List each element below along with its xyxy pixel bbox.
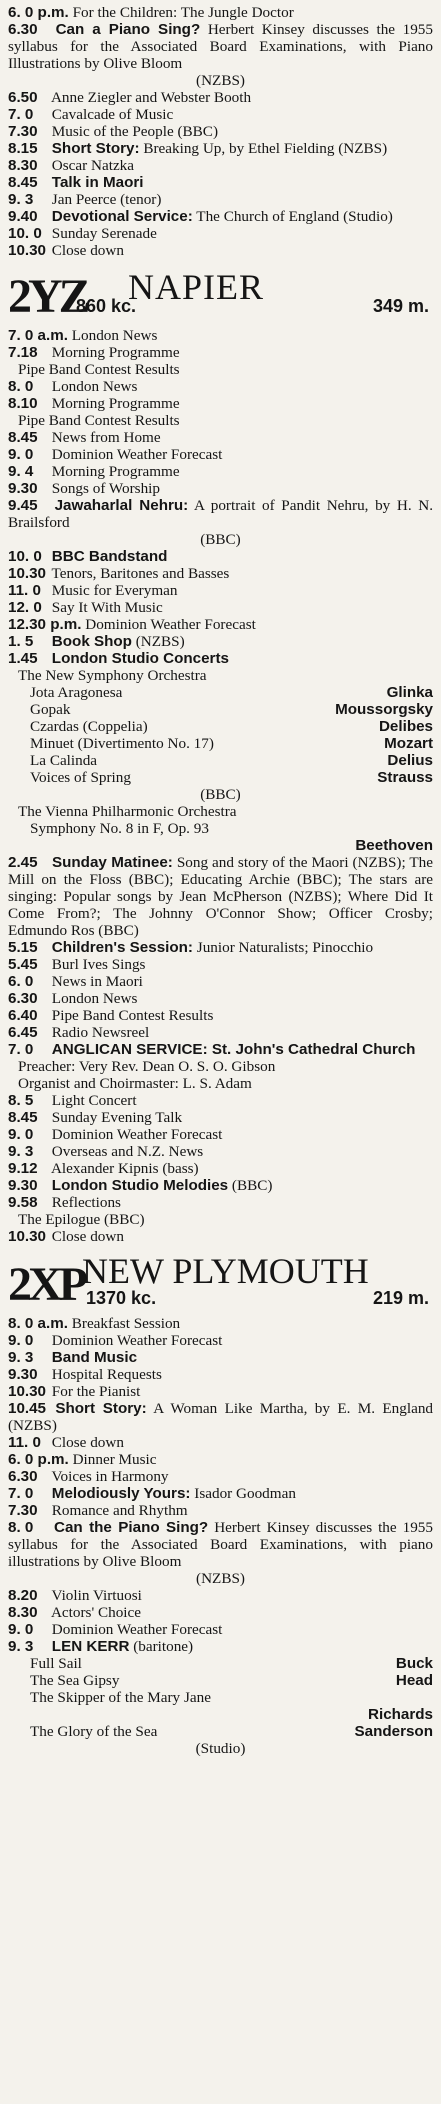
- listing-text: London News: [71, 327, 158, 344]
- listing-text: Cavalcade of Music: [51, 106, 174, 123]
- station-call-sign: 2YZ: [8, 270, 87, 323]
- listing-title: Talk in Maori: [51, 174, 144, 191]
- listing-time: 12.30 p.m.: [8, 616, 82, 633]
- listing-title: Short Story:: [51, 140, 140, 157]
- listing-entry: [8, 633, 433, 650]
- listing-entry: [8, 599, 433, 616]
- listing-text: (NZBS): [135, 633, 185, 650]
- listing-text: Anne Ziegler and Webster Booth: [50, 89, 252, 106]
- napier-listings: [8, 327, 433, 667]
- listing-text: Songs of Worship: [51, 480, 160, 497]
- listing-entry: [8, 1024, 433, 1041]
- listing-entry: [8, 1621, 433, 1638]
- listing-entry: [8, 1126, 433, 1143]
- listing-time: 6.30: [8, 1468, 38, 1485]
- listing-entry: [8, 565, 433, 582]
- station-wavelength: 219 m.: [372, 1288, 429, 1308]
- listing-entry: [8, 854, 433, 939]
- listing-time: 10.30: [8, 242, 47, 259]
- piece-title: Gopak: [30, 701, 71, 718]
- listing-time: 1. 5: [8, 633, 34, 650]
- listing-text: Close down: [51, 1434, 124, 1451]
- listing-time: 5.15: [8, 939, 38, 956]
- listing-entry: [8, 582, 433, 599]
- listing-text: Burl Ives Sings: [51, 956, 146, 973]
- listing-text: Jan Peerce (tenor): [51, 191, 162, 208]
- composer-name: Mozart: [384, 735, 433, 752]
- listing-text: (BBC): [231, 1177, 273, 1194]
- new-plymouth-listings: [8, 1315, 433, 1655]
- listing-title: London Studio Melodies: [51, 1177, 229, 1194]
- piece-title: The Glory of the Sea: [30, 1723, 158, 1740]
- listing-text: Pipe Band Contest Results: [51, 1007, 214, 1024]
- listing-text: London News: [51, 378, 138, 395]
- listing-entry: [8, 463, 433, 480]
- listing-entry: [8, 225, 433, 242]
- listing-text: Dominion Weather Forecast: [51, 446, 223, 463]
- listing-text: Oscar Natzka: [51, 157, 135, 174]
- listing-time: 9.30: [8, 1366, 38, 1383]
- programme-item: [8, 735, 433, 752]
- piece-title: Minuet (Divertimento No. 17): [30, 735, 214, 752]
- symphony-composer: Beethoven: [355, 837, 433, 854]
- listing-time: 8.15: [8, 140, 38, 157]
- listing-entry: [8, 1041, 433, 1058]
- composer-name: Delius: [387, 752, 433, 769]
- piece-title: Jota Aragonesa: [30, 684, 123, 701]
- programme-item: [8, 701, 433, 718]
- listing-entry: [8, 1587, 433, 1604]
- station-name: NEW PLYMOUTH: [82, 1251, 369, 1291]
- listing-text: Dominion Weather Forecast: [51, 1621, 223, 1638]
- listing-entry: [8, 480, 433, 497]
- listing-entry: [8, 1485, 433, 1502]
- piece-title: Full Sail: [30, 1655, 82, 1672]
- listing-text: Music of the People (BBC): [51, 123, 218, 140]
- listing-time: 8.45: [8, 1109, 38, 1126]
- listing-entry: [8, 344, 433, 361]
- napier-later-listings: [8, 854, 433, 1245]
- listing-entry: [8, 973, 433, 990]
- listing-credit: (BBC): [200, 531, 241, 548]
- programme-item: [8, 684, 433, 701]
- listing-text: Tenors, Baritones and Basses: [51, 565, 230, 582]
- listing-time: 9.40: [8, 208, 38, 225]
- listing-text: Close down: [51, 242, 124, 259]
- listing-time: 9. 4: [8, 463, 34, 480]
- listing-entry: [8, 429, 433, 446]
- station-name: NAPIER: [128, 267, 265, 307]
- listing-text: Violin Virtuosi: [51, 1587, 142, 1604]
- listing-time: 1.45: [8, 650, 38, 667]
- listing-title: BBC Bandstand: [51, 548, 168, 565]
- listing-time: 6.45: [8, 1024, 38, 1041]
- programme-item: [8, 1655, 433, 1672]
- listing-entry: [8, 1092, 433, 1109]
- listing-text: Morning Programme: [51, 463, 180, 480]
- listing-time: 10. 0: [8, 225, 42, 242]
- listing-text: Alexander Kipnis (bass): [50, 1160, 199, 1177]
- listing-time: 11. 0: [8, 582, 41, 599]
- vienna-orchestra: The Vienna Philharmonic Orchestra: [18, 803, 237, 820]
- composer-name: Head: [395, 1672, 433, 1689]
- listing-time: 6.40: [8, 1007, 38, 1024]
- listing-note: Preacher: Very Rev. Dean O. S. O. Gibson: [18, 1058, 276, 1075]
- concert-programme: [8, 684, 433, 786]
- station-wavelength: 349 m.: [372, 296, 429, 316]
- listing-time: 7. 0: [8, 1485, 34, 1502]
- listing-entry: [8, 191, 433, 208]
- station-header-napier: [8, 269, 433, 321]
- listing-text: Dinner Music: [72, 1451, 157, 1468]
- listing-note: Organist and Choirmaster: L. S. Adam: [18, 1075, 252, 1092]
- listing-time: 8.10: [8, 395, 38, 412]
- listing-entry: [8, 956, 433, 973]
- listing-entry: [8, 1604, 433, 1621]
- listing-text: Say It With Music: [51, 599, 163, 616]
- listing-title: London Studio Concerts: [51, 650, 229, 667]
- symphony-title: Symphony No. 8 in F, Op. 93: [30, 820, 209, 837]
- listing-text: Herbert Kinsey discusses the 1955 syllabus for the Associated Board Examinations, with Piano Illustrations by Olive Bloom: [8, 21, 433, 72]
- listing-title: Can a Piano Sing?: [55, 21, 201, 38]
- listing-time: 10. 0: [8, 548, 42, 565]
- listing-entry: [8, 1349, 433, 1366]
- listing-note: The Epilogue (BBC): [18, 1211, 145, 1228]
- listing-entry: [8, 327, 433, 344]
- listing-time: 10.30: [8, 565, 47, 582]
- listing-entry: [8, 89, 433, 106]
- listing-entry: [8, 1434, 433, 1451]
- piece-title: Czardas (Coppelia): [30, 718, 148, 735]
- listing-text: Song and story of the Maori (NZBS); The Mill on the Floss (BBC); Educating Archie (BBC); The stars are singing: Popular songs by Jean McPherson (NZBS); Where Did It Come From?; The Johnny O'Connor Show; Officer Crosby; Edmundo Ros (BBC): [8, 854, 433, 939]
- listing-text: Junior Naturalists; Pinocchio: [196, 939, 374, 956]
- listing-time: 11. 0: [8, 1434, 41, 1451]
- station-frequency: 1370 kc.: [86, 1288, 157, 1308]
- composer-name: Glinka: [386, 684, 433, 701]
- listing-text: Morning Programme: [51, 344, 180, 361]
- piece-title: Voices of Spring: [30, 769, 131, 786]
- listing-entry: [8, 939, 433, 956]
- listing-time: 10.30: [8, 1228, 47, 1245]
- listing-text: News in Maori: [51, 973, 143, 990]
- listing-entry: [8, 1007, 433, 1024]
- listing-time: 9. 0: [8, 1332, 34, 1349]
- listing-credit: (NZBS): [196, 72, 245, 89]
- listing-time: 8.20: [8, 1587, 38, 1604]
- programme-item: [8, 1689, 433, 1706]
- listing-text: Voices in Harmony: [51, 1468, 169, 1485]
- listing-entry: [8, 1143, 433, 1160]
- listing-text: News from Home: [51, 429, 161, 446]
- listing-text: For the Children: The Jungle Doctor: [72, 4, 294, 21]
- programme-item: [8, 718, 433, 735]
- listing-text: Morning Programme: [51, 395, 180, 412]
- listing-text: A portrait of Pandit Nehru, by H. N. Brailsford: [8, 497, 433, 531]
- listing-entry: [8, 1194, 433, 1211]
- listing-entry: [8, 650, 433, 667]
- listing-text: The Church of England (Studio): [196, 208, 393, 225]
- listing-time: 7. 0: [8, 106, 34, 123]
- listing-time: 5.45: [8, 956, 38, 973]
- composer-name: Strauss: [377, 769, 433, 786]
- listing-text: Music for Everyman: [51, 582, 178, 599]
- listing-text: Sunday Evening Talk: [51, 1109, 183, 1126]
- station-header-new-plymouth: [8, 1251, 433, 1311]
- listing-time: 6. 0 p.m.: [8, 1451, 69, 1468]
- listing-time: 9. 0: [8, 1621, 34, 1638]
- programme-item: [8, 752, 433, 769]
- listing-text: Close down: [51, 1228, 124, 1245]
- listing-text: Herbert Kinsey discusses the 1955 syllabus for the Associated Board Examinations, with piano illustrations by Olive Bloom: [8, 1519, 433, 1570]
- listing-time: 10.30: [8, 1383, 47, 1400]
- listing-entry: [8, 157, 433, 174]
- listing-title: Book Shop: [51, 633, 132, 650]
- listing-title: LEN KERR: [51, 1638, 130, 1655]
- listing-time: 6. 0 p.m.: [8, 4, 69, 21]
- programme-item: [8, 1672, 433, 1689]
- listing-time: 10.45: [8, 1400, 47, 1417]
- listing-text: Hospital Requests: [51, 1366, 162, 1383]
- listing-time: 9. 3: [8, 1638, 34, 1655]
- listing-title: Can the Piano Sing?: [53, 1519, 209, 1536]
- listing-title: Jawaharlal Nehru:: [54, 497, 189, 514]
- listing-time: 8.30: [8, 1604, 38, 1621]
- listing-time: 9. 3: [8, 1143, 34, 1160]
- listing-time: 7.30: [8, 123, 38, 140]
- composer-name: Sanderson: [354, 1723, 433, 1740]
- len-kerr-programme: [8, 1655, 433, 1740]
- listing-note: Pipe Band Contest Results: [18, 361, 180, 378]
- listing-entry: [8, 1502, 433, 1519]
- listing-entry: [8, 123, 433, 140]
- listing-text: Light Concert: [51, 1092, 137, 1109]
- listing-entry: [8, 1383, 433, 1400]
- programme-item: [8, 1723, 433, 1740]
- listing-entry: [8, 1366, 433, 1383]
- listing-text: Dominion Weather Forecast: [85, 616, 256, 633]
- listing-text: Sunday Serenade: [51, 225, 157, 242]
- listing-credit: (NZBS): [196, 1570, 245, 1587]
- programme-item: [8, 1706, 433, 1723]
- listing-text: Isador Goodman: [194, 1485, 296, 1502]
- listing-time: 8. 0: [8, 1519, 34, 1536]
- listing-time: 8. 5: [8, 1092, 34, 1109]
- listing-time: 8.30: [8, 157, 38, 174]
- listing-entry: [8, 1400, 433, 1434]
- piece-title: The Skipper of the Mary Jane: [30, 1689, 211, 1706]
- listing-entry: [8, 1332, 433, 1349]
- listing-entry: [8, 1468, 433, 1485]
- listing-time: 9.30: [8, 480, 38, 497]
- listing-text: Romance and Rhythm: [51, 1502, 188, 1519]
- listing-title: Devotional Service:: [51, 208, 193, 225]
- listing-time: 6.50: [8, 89, 38, 106]
- concert-credit: (BBC): [200, 786, 241, 803]
- listing-time: 8. 0: [8, 378, 34, 395]
- listing-title: Band Music: [51, 1349, 138, 1366]
- listing-time: 2.45: [8, 854, 38, 871]
- listing-entry: [8, 1638, 433, 1655]
- listing-text: Breakfast Session: [71, 1315, 181, 1332]
- listing-entry: [8, 174, 433, 191]
- listing-time: 7.18: [8, 344, 38, 361]
- listing-text: Radio Newsreel: [51, 1024, 150, 1041]
- listing-text: Actors' Choice: [50, 1604, 142, 1621]
- listing-entry: [8, 395, 433, 412]
- listing-entry: [8, 616, 433, 633]
- evening-listings: [8, 4, 433, 259]
- listing-time: 9. 3: [8, 191, 34, 208]
- listing-time: 7.30: [8, 1502, 38, 1519]
- listing-time: 8.45: [8, 174, 38, 191]
- listing-time: 7. 0 a.m.: [8, 327, 68, 344]
- listing-text: Dominion Weather Forecast: [51, 1126, 223, 1143]
- listing-text: Overseas and N.Z. News: [51, 1143, 204, 1160]
- listing-entry: [8, 4, 433, 21]
- composer-name: Buck: [395, 1655, 433, 1672]
- composer-name: Moussorgsky: [335, 701, 433, 718]
- listing-entry: [8, 140, 433, 157]
- listing-text: London News: [51, 990, 138, 1007]
- listing-time: 6. 0: [8, 973, 34, 990]
- listing-text: For the Pianist: [51, 1383, 141, 1400]
- piece-title: La Calinda: [30, 752, 98, 769]
- concert-intro: The New Symphony Orchestra: [18, 667, 207, 684]
- listing-entry: [8, 21, 433, 72]
- listing-time: 9.58: [8, 1194, 38, 1211]
- listing-title: Sunday Matinee:: [51, 854, 173, 871]
- listing-time: 6.30: [8, 21, 38, 38]
- listing-time: 9. 3: [8, 1349, 34, 1366]
- listing-time: 6.30: [8, 990, 38, 1007]
- listing-entry: [8, 1451, 433, 1468]
- listing-time: 8.45: [8, 429, 38, 446]
- listing-entry: [8, 497, 433, 531]
- composer-name: Delibes: [378, 718, 433, 735]
- listing-entry: [8, 1315, 433, 1332]
- listing-text: A Woman Like Martha, by E. M. England (NZBS): [8, 1400, 434, 1434]
- piece-title: The Sea Gipsy: [30, 1672, 120, 1689]
- listing-title: ANGLICAN SERVICE: St. John's Cathedral Church: [51, 1041, 416, 1058]
- listing-time: 9.12: [8, 1160, 38, 1177]
- listing-entry: [8, 1519, 433, 1570]
- listing-entry: [8, 548, 433, 565]
- listing-entry: [8, 378, 433, 395]
- listing-entry: [8, 446, 433, 463]
- listing-note: Pipe Band Contest Results: [18, 412, 180, 429]
- station-call-sign: 2XP: [8, 1258, 84, 1311]
- listing-entry: [8, 1228, 433, 1245]
- listing-time: 9.45: [8, 497, 38, 514]
- listing-time: 9. 0: [8, 446, 34, 463]
- listing-time: 9.30: [8, 1177, 38, 1194]
- listing-entry: [8, 1109, 433, 1126]
- listing-time: 7. 0: [8, 1041, 34, 1058]
- listing-text: Breaking Up, by Ethel Fielding (NZBS): [143, 140, 388, 157]
- listing-title: Melodiously Yours:: [51, 1485, 191, 1502]
- listing-time: 12. 0: [8, 599, 42, 616]
- listing-text: Dominion Weather Forecast: [51, 1332, 223, 1349]
- programme-item: [8, 769, 433, 786]
- listing-entry: [8, 1177, 433, 1194]
- station-frequency: 860 kc.: [76, 296, 137, 316]
- listing-entry: [8, 242, 433, 259]
- listing-entry: [8, 106, 433, 123]
- listing-entry: [8, 990, 433, 1007]
- composer-name: Richards: [368, 1706, 433, 1723]
- listing-time: 9. 0: [8, 1126, 34, 1143]
- listing-entry: [8, 1160, 433, 1177]
- kerr-credit: (Studio): [195, 1740, 246, 1757]
- listing-entry: [8, 208, 433, 225]
- listing-text: Reflections: [51, 1194, 121, 1211]
- listing-title: Children's Session:: [51, 939, 193, 956]
- listing-text: (baritone): [133, 1638, 194, 1655]
- listing-time: 8. 0 a.m.: [8, 1315, 68, 1332]
- listing-title: Short Story:: [55, 1400, 147, 1417]
